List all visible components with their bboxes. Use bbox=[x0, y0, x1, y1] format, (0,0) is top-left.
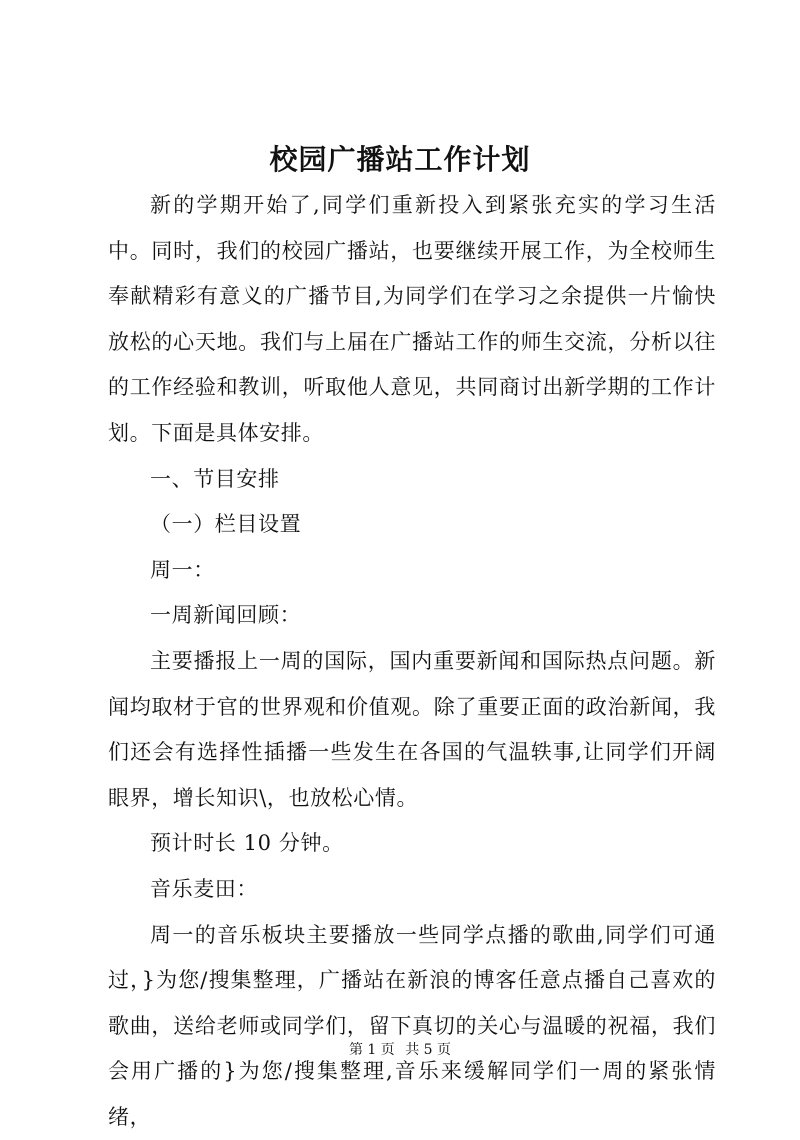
day-heading: 周一： bbox=[108, 548, 716, 594]
section-heading: 一、节目安排 bbox=[108, 457, 716, 503]
document-body bbox=[108, 183, 716, 1140]
paragraph-music: 周一的音乐板块主要播放一些同学点播的歌曲,同学们可通过，}为您/搜集整理，广播站在新浪的博客任意点播自己喜欢的歌曲，送给老师或同学们，留下真切的关心与温暖的祝福，我们会用广播的}为您/搜集整理,音乐来缓解同学们一周的紧张情绪， bbox=[108, 913, 716, 1140]
page-number: 第 1 页 bbox=[349, 1042, 395, 1058]
paragraph-intro: 新的学期开始了,同学们重新投入到紧张充实的学习生活中。同时，我们的校园广播站，也要继续开展工作，为全校师生奉献精彩有意义的广播节目,为同学们在学习之余提供一片愉快放松的心天地。我们与上届在广播站工作的师生交流，分析以往的工作经验和教训，听取他人意见，共同商讨出新学期的工作计划。下面是具体安排。 bbox=[108, 183, 716, 457]
page-footer bbox=[0, 1040, 800, 1060]
paragraph-duration: 预计时长 10 分钟。 bbox=[108, 821, 716, 867]
page-title: 校园广播站工作计划 bbox=[0, 138, 800, 182]
page-total: 共 5 页 bbox=[405, 1042, 451, 1058]
subsection-heading: （一）栏目设置 bbox=[108, 502, 716, 548]
program-heading-music: 音乐麦田： bbox=[108, 867, 716, 913]
paragraph-news: 主要播报上一周的国际，国内重要新闻和国际热点问题。新闻均取材于官的世界观和价值观。除了重要正面的政治新闻，我们还会有选择性插播一些发生在各国的气温轶事,让同学们开阔眼界，增长知识\，也放松心情。 bbox=[108, 639, 716, 821]
program-heading-news: 一周新闻回顾： bbox=[108, 593, 716, 639]
